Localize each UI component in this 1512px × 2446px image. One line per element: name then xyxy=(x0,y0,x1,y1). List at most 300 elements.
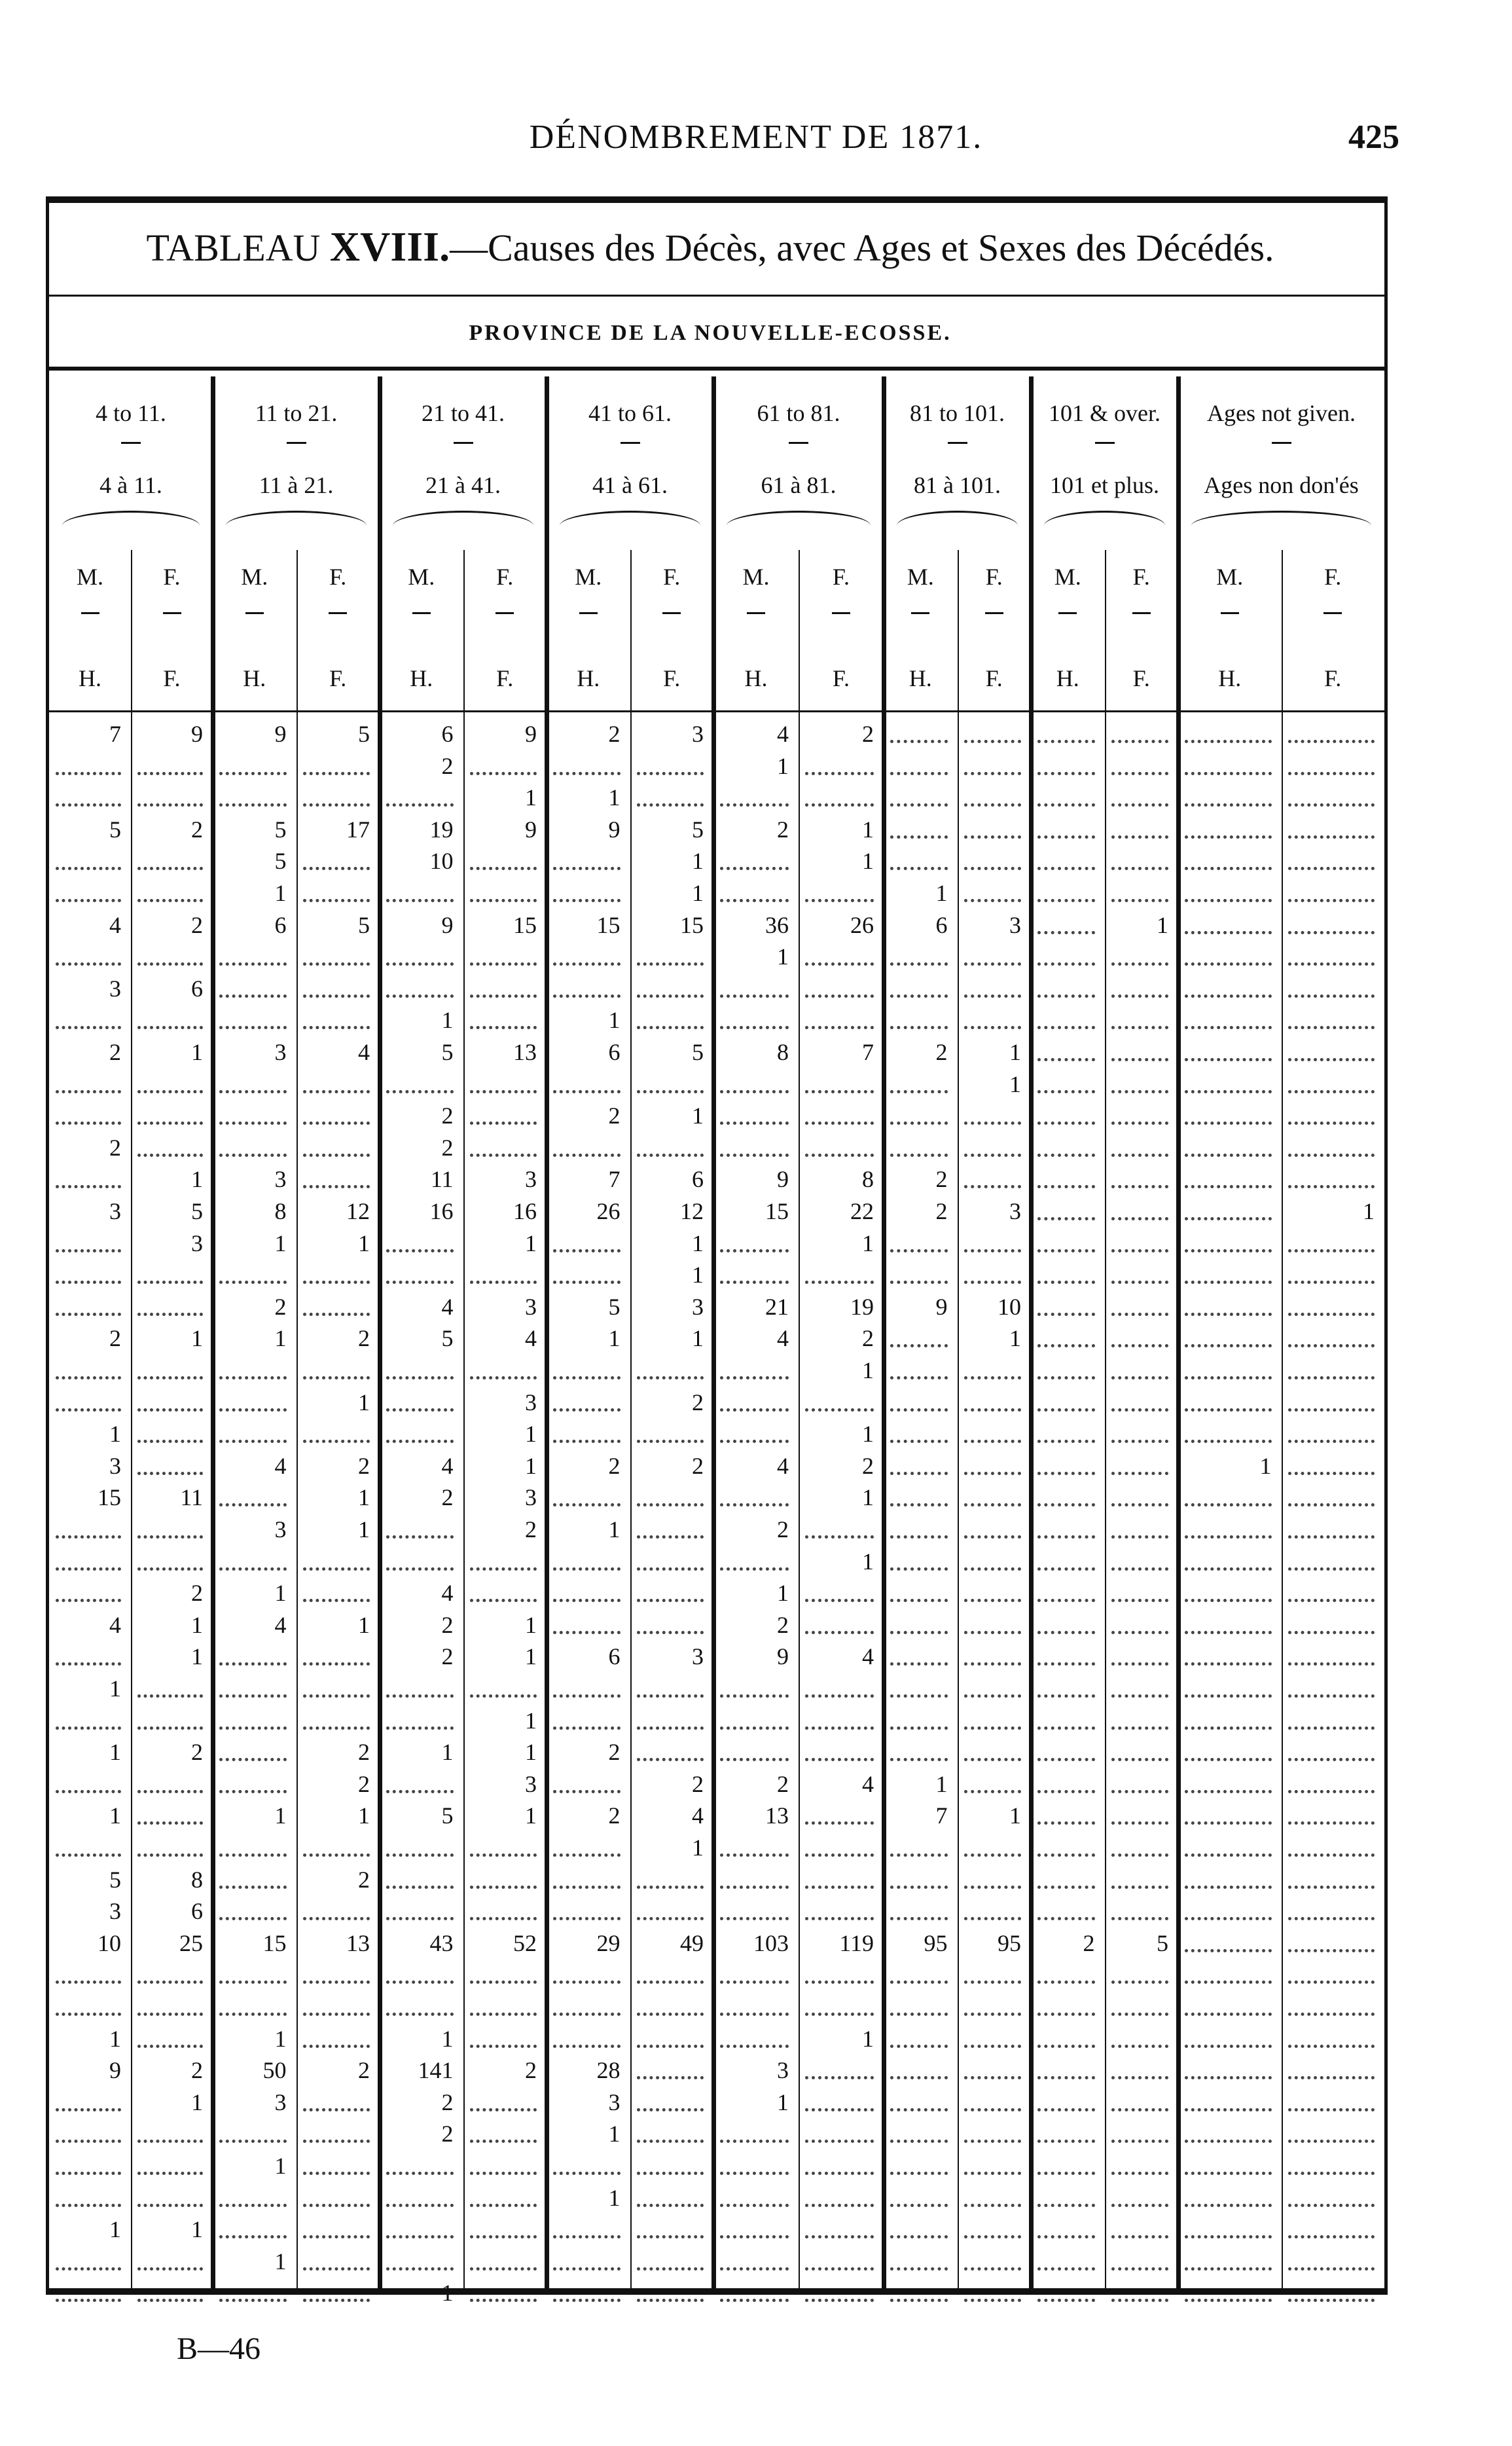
dot-leader xyxy=(964,1726,1022,1730)
table-cell: 1 xyxy=(862,1548,874,1575)
table-cell: 3 xyxy=(274,1166,287,1193)
dot-leader xyxy=(137,1981,203,1984)
dot-leader xyxy=(1185,803,1272,807)
dot-leader xyxy=(386,1408,454,1412)
age-group-fr: 4 à 11. xyxy=(99,472,162,498)
dot-leader xyxy=(1037,1821,1095,1825)
table-cell: 13 xyxy=(765,1802,789,1829)
dot-leader xyxy=(386,1440,454,1443)
dot-leader xyxy=(890,962,948,966)
dot-leader xyxy=(1185,1981,1272,1984)
dot-leader xyxy=(56,803,121,807)
table-cell: 15 xyxy=(262,1929,287,1956)
dot-leader xyxy=(720,1408,789,1412)
dot-leader xyxy=(1185,2172,1272,2175)
dot-leader xyxy=(137,899,203,902)
table-cell: 9 xyxy=(109,2057,121,2084)
sex-label-m: M. xyxy=(907,564,934,590)
table-cell: 1 xyxy=(274,1580,287,1607)
dot-leader xyxy=(890,1726,948,1730)
table-cell: 4 xyxy=(274,1452,287,1479)
table-cell: 29 xyxy=(596,1929,621,1956)
sex-label-h: H. xyxy=(909,665,932,691)
dot-leader xyxy=(1288,1790,1375,1793)
table-cell: 52 xyxy=(513,1929,537,1956)
sex-label-h: H. xyxy=(243,665,266,691)
dot-leader xyxy=(137,1281,203,1284)
dot-leader xyxy=(553,1281,621,1284)
dot-leader xyxy=(219,1090,287,1093)
dot-leader xyxy=(303,803,370,807)
age-group-en: Ages not given. xyxy=(1207,400,1356,426)
table-cell: 4 xyxy=(777,1452,789,1479)
dot-leader xyxy=(805,1090,874,1093)
dot-leader xyxy=(1288,835,1375,839)
table-cell: 6 xyxy=(191,975,203,1002)
table-cell: 19 xyxy=(850,1293,874,1320)
table-cell: 2 xyxy=(441,1134,454,1161)
table-cell: 95 xyxy=(998,1929,1021,1956)
dot-leader xyxy=(805,1154,874,1157)
dot-leader xyxy=(720,1886,789,1889)
dot-leader xyxy=(964,1662,1022,1666)
dot-leader xyxy=(1037,995,1095,998)
dot-leader xyxy=(1111,995,1169,998)
table-cell: 5 xyxy=(441,1802,454,1829)
dot-leader xyxy=(386,1567,454,1571)
sex-label-f-fr: F. xyxy=(1132,665,1150,691)
table-cell: 1 xyxy=(274,1802,287,1829)
dot-leader xyxy=(56,2140,121,2143)
table-cell: 9 xyxy=(777,1643,789,1670)
table-cell: 17 xyxy=(346,816,370,843)
dot-leader xyxy=(303,2172,370,2175)
dot-leader xyxy=(137,1472,203,1475)
dot-leader xyxy=(386,1726,454,1730)
dot-leader xyxy=(964,2108,1022,2111)
table-cell: 2 xyxy=(441,1643,454,1670)
table-cell: 1 xyxy=(1363,1198,1375,1224)
dot-leader xyxy=(219,1917,287,1920)
dot-leader xyxy=(1288,2076,1375,2079)
dot-leader xyxy=(720,1503,789,1506)
table-cell: 3 xyxy=(274,2089,287,2115)
dot-leader xyxy=(303,995,370,998)
dot-leader xyxy=(637,1917,704,1920)
age-group-en: 81 to 101. xyxy=(909,400,1005,426)
dot-leader xyxy=(553,1408,621,1412)
table-cell: 4 xyxy=(109,1611,121,1638)
table-cell: 16 xyxy=(429,1198,454,1224)
dot-leader xyxy=(553,1440,621,1443)
header-brace xyxy=(1044,511,1165,526)
dot-leader xyxy=(1288,1599,1375,1602)
table-cell: 13 xyxy=(513,1039,537,1065)
dot-leader xyxy=(1288,1249,1375,1252)
dot-leader xyxy=(1288,1185,1375,1188)
dot-leader xyxy=(890,2013,948,2016)
dot-leader xyxy=(1185,740,1272,743)
dot-leader xyxy=(805,2140,874,2143)
dot-leader xyxy=(1185,931,1272,934)
dot-leader xyxy=(637,2013,704,2016)
dot-leader xyxy=(637,1154,704,1157)
dot-leader xyxy=(137,2204,203,2207)
table-cell: 5 xyxy=(358,721,370,747)
dot-leader xyxy=(1185,1408,1272,1412)
dot-leader xyxy=(720,2299,789,2302)
dot-leader xyxy=(964,1694,1022,1698)
header-brace xyxy=(226,511,367,526)
dot-leader xyxy=(470,2172,537,2175)
dot-leader xyxy=(1288,803,1375,807)
table-cell: 1 xyxy=(274,2248,287,2274)
table-cell: 3 xyxy=(274,1039,287,1065)
table-cell: 1 xyxy=(692,1262,704,1288)
dot-leader xyxy=(1288,2013,1375,2016)
sex-label-m: M. xyxy=(1216,564,1244,590)
dot-leader xyxy=(1185,2076,1272,2079)
table-cell: 2 xyxy=(1083,1929,1095,1956)
table-cell: 11 xyxy=(180,1484,203,1511)
dot-leader xyxy=(1111,2108,1169,2111)
dot-leader xyxy=(303,2267,370,2271)
dot-leader xyxy=(386,2013,454,2016)
sex-label-m: M. xyxy=(241,564,268,590)
sex-dash xyxy=(81,612,99,614)
table-cell: 5 xyxy=(1157,1929,1168,1956)
table-cell: 1 xyxy=(358,1516,370,1542)
dot-leader xyxy=(637,2045,704,2048)
dot-leader xyxy=(219,2299,287,2302)
dot-leader xyxy=(1185,1599,1272,1602)
sex-dash xyxy=(329,612,347,614)
dot-leader xyxy=(805,1631,874,1634)
age-group-en: 4 to 11. xyxy=(96,400,166,426)
header-brace xyxy=(1191,511,1371,526)
dot-leader xyxy=(1111,1090,1169,1093)
dot-leader xyxy=(1288,1503,1375,1506)
dot-leader xyxy=(303,1917,370,1920)
table-cell: 1 xyxy=(1009,1325,1021,1352)
dot-leader xyxy=(303,962,370,966)
dot-leader xyxy=(805,2076,874,2079)
dot-leader xyxy=(386,1886,454,1889)
dot-leader xyxy=(56,1726,121,1730)
dot-leader xyxy=(553,2299,621,2302)
dot-leader xyxy=(964,1535,1022,1539)
table-cell: 2 xyxy=(358,1325,370,1352)
table-cell: 1 xyxy=(358,1484,370,1511)
dot-leader xyxy=(219,1376,287,1379)
dot-leader xyxy=(219,1281,287,1284)
dot-leader xyxy=(1111,2267,1169,2271)
dot-leader xyxy=(1037,1790,1095,1793)
dot-leader xyxy=(1185,1886,1272,1889)
table-cell: 1 xyxy=(109,1739,121,1766)
sex-dash xyxy=(412,612,431,614)
table-cell: 3 xyxy=(692,1293,704,1320)
dot-leader xyxy=(56,772,121,775)
table-cell: 3 xyxy=(525,1293,537,1320)
dot-leader xyxy=(303,2204,370,2207)
dot-leader xyxy=(1037,2108,1095,2111)
dot-leader xyxy=(56,1981,121,1984)
table-cell: 3 xyxy=(608,2089,621,2115)
dot-leader xyxy=(1185,2235,1272,2238)
table-cell: 6 xyxy=(191,1898,203,1925)
dot-leader xyxy=(637,1758,704,1761)
dot-leader xyxy=(219,995,287,998)
dot-leader xyxy=(964,1790,1022,1793)
table-cell: 1 xyxy=(358,1611,370,1638)
table-cell: 7 xyxy=(608,1166,621,1193)
table-cell: 4 xyxy=(441,1293,454,1320)
dot-leader xyxy=(56,962,121,966)
table-cell: 50 xyxy=(262,2057,287,2084)
sex-divider xyxy=(1282,550,1283,2288)
dot-leader xyxy=(1288,1567,1375,1571)
dot-leader xyxy=(386,2204,454,2207)
age-group-en: 21 to 41. xyxy=(421,400,505,426)
dot-leader xyxy=(964,1503,1022,1506)
sex-label-f-fr: F. xyxy=(663,665,681,691)
table-cell: 1 xyxy=(191,1166,203,1193)
dot-leader xyxy=(303,1281,370,1284)
table-cell: 2 xyxy=(441,2089,454,2115)
table-cell: 12 xyxy=(346,1198,370,1224)
dot-leader xyxy=(1185,1853,1272,1857)
dot-leader xyxy=(553,2267,621,2271)
table-cell: 16 xyxy=(513,1198,537,1224)
dot-leader xyxy=(470,1694,537,1698)
table-cell: 1 xyxy=(525,1230,537,1256)
table-cell: 8 xyxy=(777,1039,789,1065)
dot-leader xyxy=(890,1281,948,1284)
sex-label-h: H. xyxy=(744,665,768,691)
dot-leader xyxy=(1288,1758,1375,1761)
dot-leader xyxy=(1288,2140,1375,2143)
table-cell: 1 xyxy=(608,2121,621,2147)
dot-leader xyxy=(1185,2267,1272,2271)
dot-leader xyxy=(1111,899,1169,902)
dot-leader xyxy=(720,1694,789,1698)
table-cell: 1 xyxy=(525,1421,537,1448)
dot-leader xyxy=(1288,1440,1375,1443)
table-cell: 1 xyxy=(862,1230,874,1256)
dot-leader xyxy=(964,2267,1022,2271)
sex-label-h: H. xyxy=(1218,665,1242,691)
dot-leader xyxy=(890,1249,948,1252)
dot-leader xyxy=(553,1853,621,1857)
dot-leader xyxy=(1185,835,1272,839)
table-cell: 3 xyxy=(1009,1198,1021,1224)
dot-leader xyxy=(1111,803,1169,807)
dot-leader xyxy=(219,1694,287,1698)
dot-leader xyxy=(720,899,789,902)
dot-leader xyxy=(890,772,948,775)
dot-leader xyxy=(219,1503,287,1506)
dot-leader xyxy=(56,2108,121,2111)
dot-leader xyxy=(1111,1726,1169,1730)
dot-leader xyxy=(890,867,948,870)
dot-leader xyxy=(805,1122,874,1125)
table-cell: 1 xyxy=(862,1357,874,1383)
dot-leader xyxy=(1185,1631,1272,1634)
dot-leader xyxy=(470,1853,537,1857)
table-cell: 1 xyxy=(935,1770,948,1797)
dot-leader xyxy=(805,1281,874,1284)
dot-leader xyxy=(964,1917,1022,1920)
table-cell: 2 xyxy=(109,1134,121,1161)
dot-leader xyxy=(964,899,1022,902)
dot-leader xyxy=(1037,1503,1095,1506)
dot-leader xyxy=(1288,2235,1375,2238)
dot-leader xyxy=(219,1122,287,1125)
dot-leader xyxy=(964,772,1022,775)
dot-leader xyxy=(303,2045,370,2048)
dot-leader xyxy=(890,1694,948,1698)
table-cell: 4 xyxy=(862,1643,874,1670)
table-cell: 4 xyxy=(441,1452,454,1479)
sex-label-f-fr: F. xyxy=(985,665,1003,691)
dot-leader xyxy=(1288,1472,1375,1475)
dot-leader xyxy=(1111,962,1169,966)
dot-leader xyxy=(303,1853,370,1857)
dot-leader xyxy=(964,995,1022,998)
dot-leader xyxy=(1185,1344,1272,1347)
table-cell: 9 xyxy=(525,816,537,843)
dot-leader xyxy=(386,1790,454,1793)
dot-leader xyxy=(219,2140,287,2143)
dot-leader xyxy=(890,1599,948,1602)
dot-leader xyxy=(1037,1122,1095,1125)
dot-leader xyxy=(303,772,370,775)
dot-leader xyxy=(219,1758,287,1761)
dot-leader xyxy=(805,899,874,902)
dot-leader xyxy=(56,899,121,902)
dot-leader xyxy=(964,1758,1022,1761)
dot-leader xyxy=(805,1694,874,1698)
dot-leader xyxy=(1111,1599,1169,1602)
dot-leader xyxy=(805,2235,874,2238)
dot-leader xyxy=(553,2235,621,2238)
dot-leader xyxy=(1288,1535,1375,1539)
dot-leader xyxy=(303,1026,370,1029)
table-cell: 10 xyxy=(98,1929,121,1956)
table-cell: 6 xyxy=(608,1643,621,1670)
table-cell: 15 xyxy=(765,1198,789,1224)
dot-leader xyxy=(964,1122,1022,1125)
table-cell: 2 xyxy=(358,1739,370,1766)
dot-leader xyxy=(637,1503,704,1506)
dot-leader xyxy=(720,1281,789,1284)
table-cell: 1 xyxy=(358,1230,370,1256)
table-cell: 15 xyxy=(513,911,537,938)
dot-leader xyxy=(720,2172,789,2175)
dot-leader xyxy=(137,1313,203,1316)
table-cell: 1 xyxy=(692,1325,704,1352)
dot-leader xyxy=(964,962,1022,966)
sex-dash xyxy=(1221,612,1239,614)
dot-leader xyxy=(553,772,621,775)
dot-leader xyxy=(303,2299,370,2302)
header-dash xyxy=(948,442,967,444)
sex-divider xyxy=(463,550,465,2288)
table-cell: 26 xyxy=(596,1198,621,1224)
header-dash xyxy=(454,442,473,444)
sex-label-f-fr: F. xyxy=(832,665,850,691)
dot-leader xyxy=(1111,1631,1169,1634)
dot-leader xyxy=(1288,1408,1375,1412)
dot-leader xyxy=(470,2235,537,2238)
table-cell: 1 xyxy=(692,1230,704,1256)
header-dash xyxy=(1095,442,1115,444)
dot-leader xyxy=(1288,1122,1375,1125)
dot-leader xyxy=(720,2235,789,2238)
table-cell: 2 xyxy=(358,2057,370,2084)
dot-leader xyxy=(470,1886,537,1889)
dot-leader xyxy=(964,1440,1022,1443)
dot-leader xyxy=(964,2013,1022,2016)
dot-leader xyxy=(553,1790,621,1793)
dot-leader xyxy=(386,1249,454,1252)
sex-divider xyxy=(630,550,632,2288)
dot-leader xyxy=(137,1090,203,1093)
table-cell: 1 xyxy=(525,1739,537,1766)
dot-leader xyxy=(1185,2204,1272,2207)
table-cell: 4 xyxy=(274,1611,287,1638)
dot-leader xyxy=(470,1567,537,1571)
dot-leader xyxy=(1037,2299,1095,2302)
dot-leader xyxy=(56,1249,121,1252)
dot-leader xyxy=(1037,1726,1095,1730)
dot-leader xyxy=(1288,1694,1375,1698)
dot-leader xyxy=(964,2076,1022,2079)
table-cell: 2 xyxy=(862,721,874,747)
table-cell: 1 xyxy=(1009,1039,1021,1065)
dot-leader xyxy=(470,1917,537,1920)
table-cell: 2 xyxy=(935,1198,948,1224)
dot-leader xyxy=(1037,1567,1095,1571)
dot-leader xyxy=(805,1917,874,1920)
dot-leader xyxy=(1037,1026,1095,1029)
dot-leader xyxy=(470,2013,537,2016)
dot-leader xyxy=(720,1154,789,1157)
table-cell: 1 xyxy=(777,752,789,779)
dot-leader xyxy=(219,1440,287,1443)
dot-leader xyxy=(890,1344,948,1347)
table-cell: 1 xyxy=(608,1325,621,1352)
table-cell: 1 xyxy=(441,2280,454,2307)
sex-divider xyxy=(297,550,298,2288)
table-cell: 1 xyxy=(525,1452,537,1479)
table-cell: 1 xyxy=(525,1611,537,1638)
sex-label-f: F. xyxy=(663,564,681,590)
dot-leader xyxy=(1111,2140,1169,2143)
dot-leader xyxy=(386,1281,454,1284)
table-cell: 3 xyxy=(109,1198,121,1224)
dot-leader xyxy=(1037,1758,1095,1761)
header-dash xyxy=(621,442,640,444)
dot-leader xyxy=(1037,2076,1095,2079)
table-cell: 2 xyxy=(525,2057,537,2084)
sex-label-f-fr: F. xyxy=(163,665,181,691)
table-cell: 11 xyxy=(430,1166,454,1193)
dot-leader xyxy=(637,962,704,966)
dot-leader xyxy=(1037,2140,1095,2143)
dot-leader xyxy=(964,2235,1022,2238)
